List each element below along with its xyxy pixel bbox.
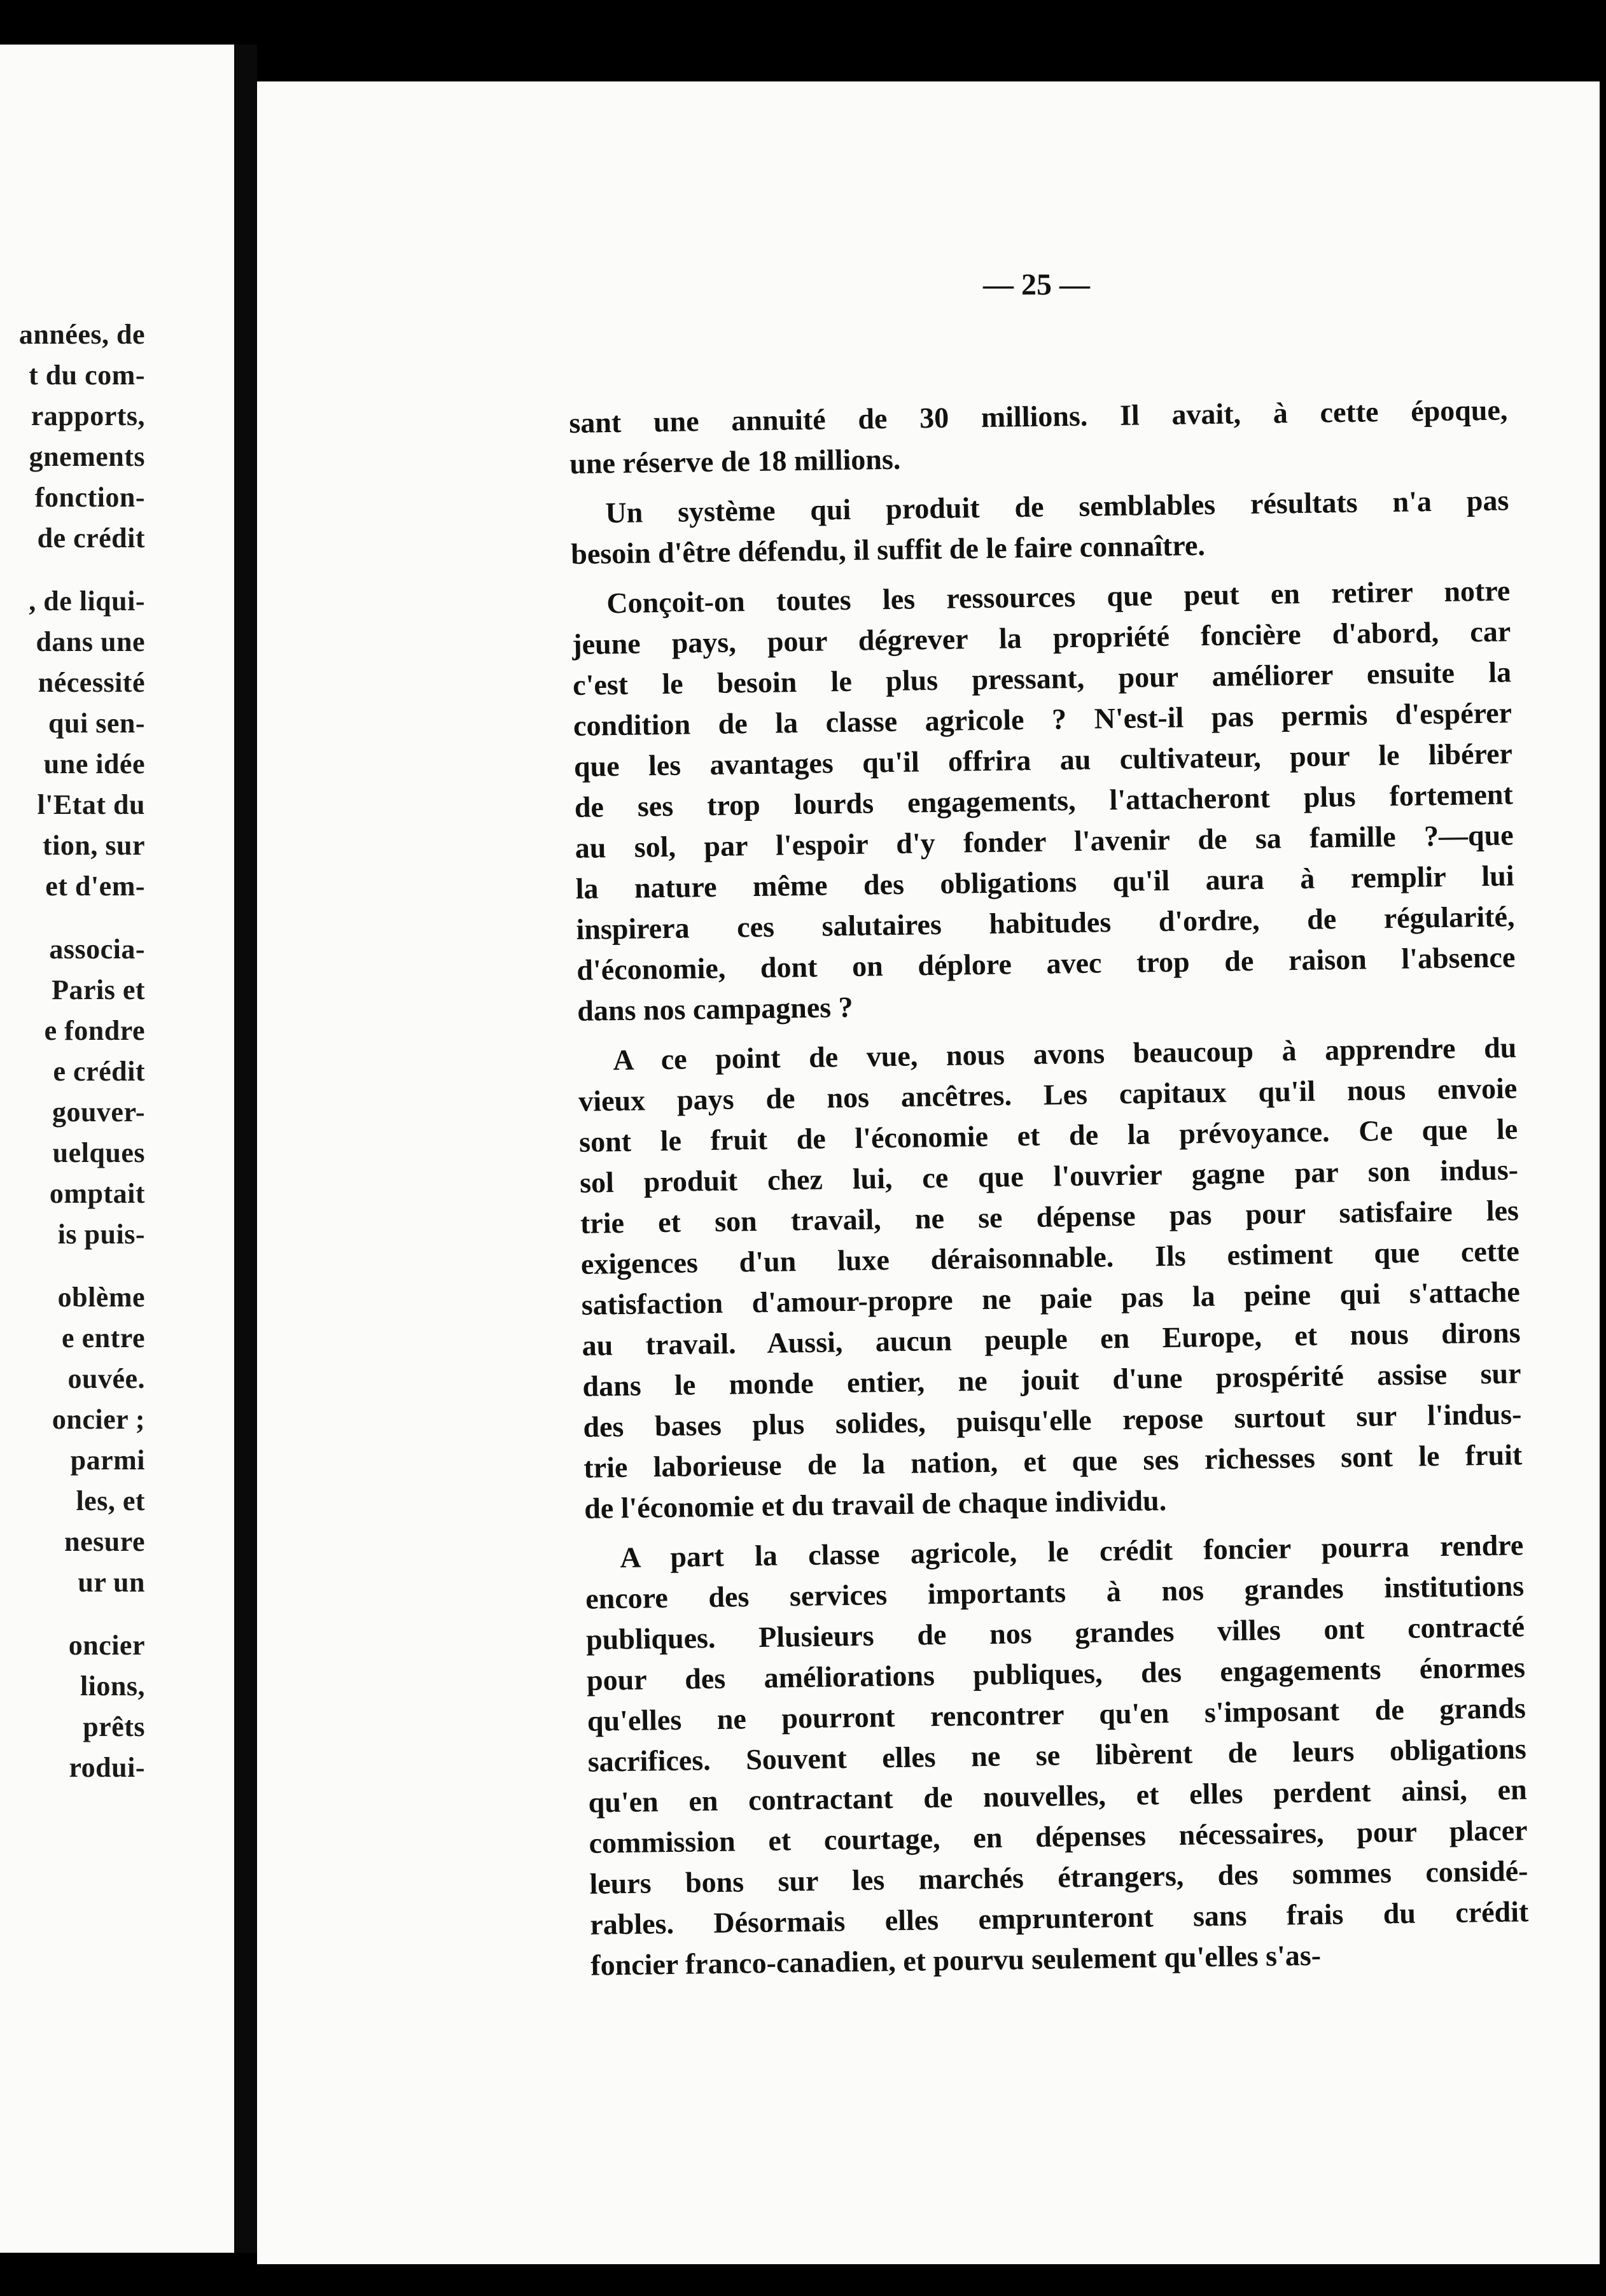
text-line: besoin d'être défendu, il suffit de le faire connaître. bbox=[570, 529, 1206, 570]
paragraph bbox=[585, 1525, 1530, 1986]
page-number: — 25 — bbox=[983, 268, 1090, 302]
right-page bbox=[257, 81, 1600, 2264]
left-page-line: prêts bbox=[83, 1711, 145, 1742]
body-text bbox=[569, 389, 1530, 1994]
text-line: trie laborieuse de la nation, et que ses richesses sont le fruit bbox=[583, 1438, 1523, 1484]
text-line: vieux pays de nos ancêtres. Les capitaux qu'il nous envoie bbox=[578, 1072, 1518, 1117]
text-line: dans le monde entier, ne jouit d'une prospérité assise sur bbox=[582, 1357, 1521, 1403]
left-page-line: gnements bbox=[29, 441, 145, 472]
left-page-line: et d'em- bbox=[45, 871, 145, 902]
text-line: jeune pays, pour dégrever la propriété foncière d'abord, car bbox=[571, 615, 1511, 661]
text-line: commission et courtage, en dépenses nécessaires, pour placer bbox=[589, 1814, 1528, 1859]
text-line: trie et son travail, ne se dépense pas pour satisfaire les bbox=[580, 1194, 1519, 1240]
text-line: dans nos campagnes ? bbox=[576, 990, 853, 1027]
left-page-line: oncier ; bbox=[52, 1404, 145, 1435]
left-page-line: années, de bbox=[18, 319, 145, 350]
left-page-line: ouvée. bbox=[67, 1363, 145, 1394]
book-gutter bbox=[234, 45, 257, 2253]
text-line: publiques. Plusieurs de nos grandes villes ont contracté bbox=[585, 1610, 1525, 1656]
text-line: sacrifices. Souvent elles ne se libèrent de leurs obligations bbox=[587, 1732, 1527, 1778]
text-line: d'économie, dont on déplore avec trop de raison l'absence bbox=[576, 941, 1516, 986]
text-line: exigences d'un luxe déraisonnable. Ils estiment que cette bbox=[580, 1235, 1520, 1280]
paragraph bbox=[569, 389, 1509, 484]
left-page-line: une idée bbox=[43, 748, 145, 780]
left-page-line: rodui- bbox=[69, 1752, 145, 1783]
text-line: Conçoit-on toutes les ressources que peut en retirer notre bbox=[606, 574, 1511, 620]
paragraph bbox=[578, 1027, 1523, 1529]
left-page-line: oblème bbox=[57, 1282, 145, 1313]
paragraph bbox=[571, 570, 1516, 1032]
text-line: leurs bons sur les marchés étrangers, des sommes considé- bbox=[589, 1854, 1528, 1900]
left-page-line: e fondre bbox=[44, 1015, 145, 1046]
text-line: sant une annuité de 30 millions. Il avait, à cette époque, bbox=[569, 393, 1508, 439]
text-line: au sol, par l'espoir d'y fonder l'avenir de sa famille ?—que bbox=[575, 818, 1514, 864]
left-page-line: gouver- bbox=[52, 1096, 145, 1128]
text-line: Un système qui produit de semblables résultats n'a pas bbox=[605, 484, 1509, 529]
left-page bbox=[0, 45, 234, 2253]
text-line: condition de la classe agricole ? N'est-il pas permis d'espérer bbox=[573, 696, 1512, 742]
text-line: sont le fruit de l'économie et de la prévoyance. Ce que le bbox=[578, 1112, 1518, 1158]
left-page-line: parmi bbox=[70, 1445, 145, 1476]
text-line: qu'en en contractant de nouvelles, et elles perdent ainsi, en bbox=[588, 1773, 1527, 1819]
left-page-line: ur un bbox=[78, 1567, 145, 1598]
text-line: pour des améliorations publiques, des engagements énormes bbox=[586, 1651, 1526, 1697]
left-page-line: nesure bbox=[64, 1526, 145, 1557]
left-page-line: , de liqui- bbox=[29, 585, 145, 617]
left-page-line: is puis- bbox=[57, 1219, 145, 1250]
text-line: au travail. Aussi, aucun peuple en Europe, et nous dirons bbox=[582, 1316, 1521, 1362]
left-page-line: dans une bbox=[36, 626, 145, 657]
left-page-line: associa- bbox=[49, 934, 145, 965]
left-page-line: de crédit bbox=[37, 522, 145, 554]
left-page-line: Paris et bbox=[52, 974, 145, 1005]
text-line: de l'économie et du travail de chaque individu. bbox=[583, 1484, 1167, 1525]
text-line: satisfaction d'amour-propre ne paie pas la peine qui s'attache bbox=[581, 1275, 1521, 1321]
left-page-line: omptait bbox=[49, 1178, 145, 1209]
text-line: qu'elles ne pourront rencontrer qu'en s'imposant de grands bbox=[587, 1691, 1526, 1737]
left-page-line: rapports, bbox=[31, 400, 145, 431]
text-line: la nature même des obligations qu'il aura à remplir lui bbox=[575, 859, 1514, 905]
left-page-line: e crédit bbox=[53, 1056, 145, 1087]
text-line: c'est le besoin le plus pressant, pour améliorer ensuite la bbox=[572, 655, 1512, 701]
paragraph bbox=[570, 480, 1510, 575]
left-page-line: qui sen- bbox=[48, 708, 145, 739]
text-line: de ses trop lourds engagements, l'attacheront plus fortement bbox=[574, 778, 1514, 823]
left-page-line: l'Etat du bbox=[37, 789, 145, 820]
left-page-line: les, et bbox=[76, 1485, 145, 1516]
left-page-line: t du com- bbox=[29, 360, 145, 391]
left-page-line: tion, sur bbox=[43, 830, 145, 861]
text-line: des bases plus solides, puisqu'elle repose surtout sur l'indus- bbox=[583, 1397, 1522, 1443]
text-line: A part la classe agricole, le crédit foncier pourra rendre bbox=[619, 1529, 1524, 1574]
left-page-line: uelques bbox=[52, 1137, 145, 1168]
text-line: inspirera ces salutaires habitudes d'ordre, de régularité, bbox=[576, 900, 1515, 946]
text-line: une réserve de 18 millions. bbox=[569, 442, 901, 480]
text-line: A ce point de vue, nous avons beaucoup à apprendre du bbox=[613, 1031, 1517, 1077]
left-page-line: oncier bbox=[68, 1630, 145, 1661]
left-page-line: fonction- bbox=[34, 482, 145, 513]
text-line: encore des services importants à nos grandes institutions bbox=[585, 1569, 1525, 1615]
text-line: foncier franco-canadien, et pourvu seulement qu'elles s'as- bbox=[590, 1938, 1322, 1982]
text-line: sol produit chez lui, ce que l'ouvrier gagne par son indus- bbox=[579, 1153, 1519, 1199]
left-page-line: nécessité bbox=[38, 667, 145, 698]
left-page-line: e entre bbox=[62, 1322, 145, 1354]
text-line: que les avantages qu'il offrira au cultivateur, pour le libérer bbox=[573, 737, 1513, 783]
left-page-line: lions, bbox=[80, 1670, 145, 1702]
text-line: rables. Désormais elles emprunteront sans frais du crédit bbox=[590, 1895, 1529, 1941]
